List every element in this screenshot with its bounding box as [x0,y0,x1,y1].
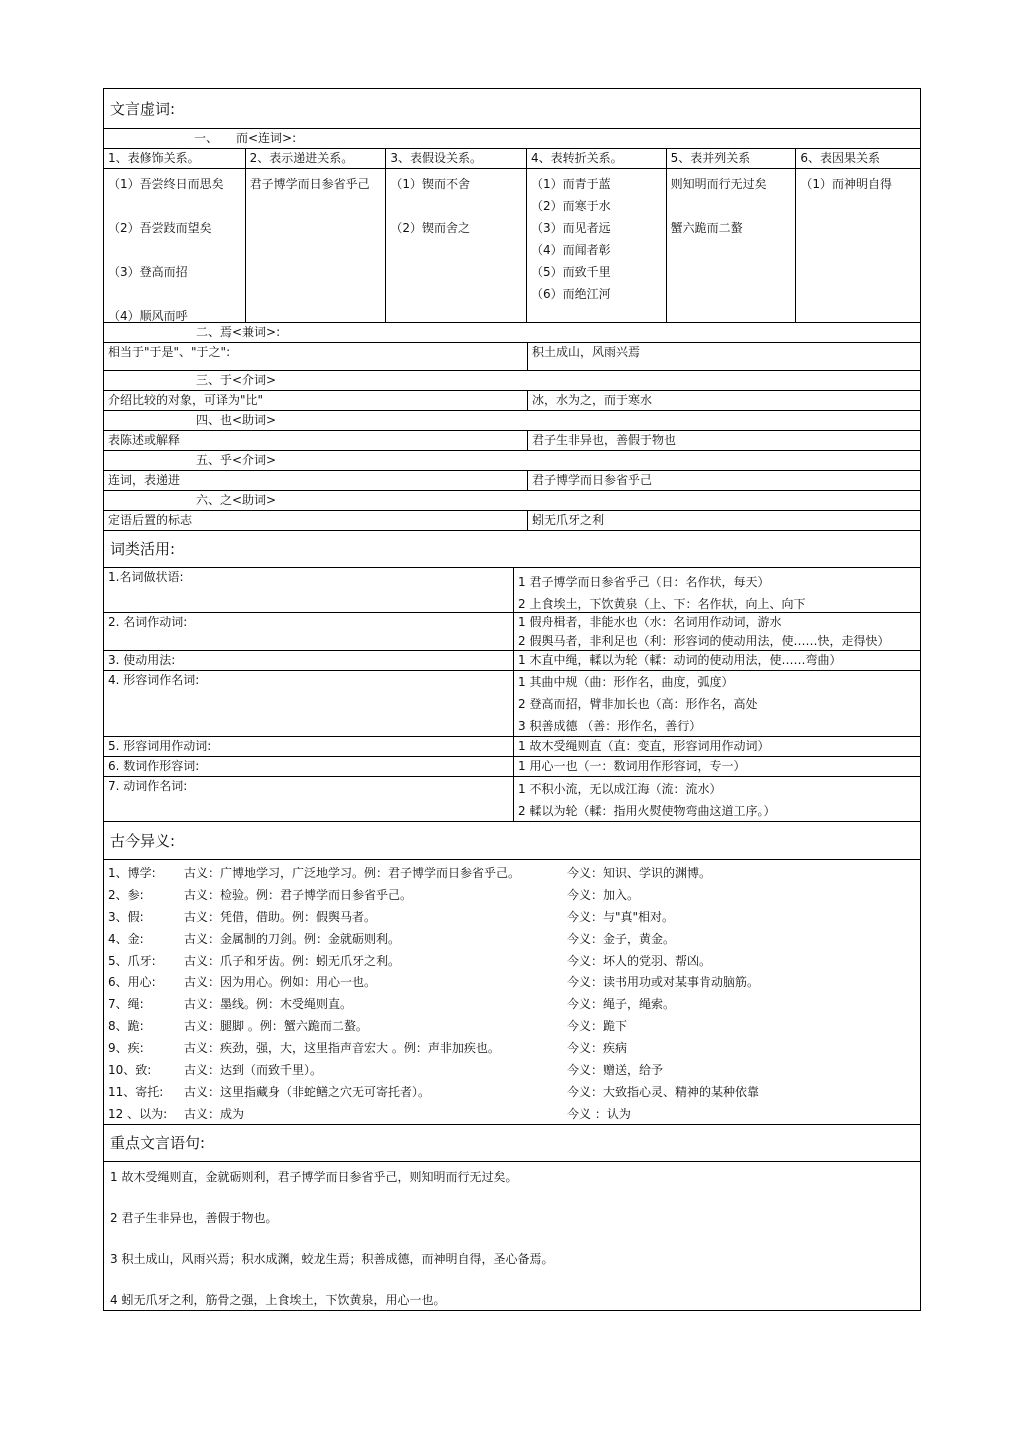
huoyong-example: 1 用心一也（一：数词用作形容词，专一） [518,759,746,773]
key-sentences [104,1162,920,1310]
huoyong-example: 2 上食埃土，下饮黄泉（上、下：名作状，向上、向下 [518,597,806,611]
ye-row [104,431,920,451]
er-example: （5）而致千里 [530,265,611,279]
ye-usage: 表陈述或解释 [104,431,528,450]
huoyong-label: 4. 形容词作名词: [104,671,514,736]
er-example: （1）吾尝终日而思矣 [108,177,224,191]
er-header-6: 6、表因果关系 [800,151,880,165]
er-example: （3）而见者远 [530,221,611,235]
gujin-row-12 [104,1104,920,1126]
gujin-new: 今义：坏人的党羽、帮凶。 [567,953,712,968]
gujin-old: 古义：爪子和牙齿。例：蚓无爪牙之利。 [184,953,401,968]
key-sentence: 4 蚓无爪牙之利，筋骨之强，上食埃土，下饮黄泉，用心一也。 [110,1293,446,1307]
zhi-example: 蚓无爪牙之利 [532,513,605,527]
section-cilei-title: 词类活用: [104,531,920,568]
huoyong-example: 2 輮以为轮（輮：指用火熨使物弯曲这道工序。） [518,804,776,818]
gujin-list [104,860,920,1125]
yan-title: 二、焉<兼词>: [104,323,920,343]
er-example: （1）而神明自得 [800,177,892,191]
huoyong-label: 5. 形容词用作动词: [104,737,514,756]
er-example: （2）而寒于水 [530,199,611,213]
gujin-old: 古义：广博地学习，广泛地学习。例：君子博学而日参省乎己。 [184,866,521,880]
huoyong-examples [514,613,893,650]
huoyong-row-6 [104,757,920,777]
er-example: 蟹六跪而二螯 [670,221,743,235]
hu-example: 君子博学而日参省乎己 [532,473,653,487]
gujin-new: 今义：赠送，给予 [567,1063,664,1078]
huoyong-example: 1 假舟楫者，非能水也（水：名词用作动词，游水 [518,615,782,629]
gujin-row-3 [104,907,920,929]
gujin-new: 今义：知识、学识的渊博。 [567,866,712,880]
huoyong-examples [514,568,809,612]
gujin-word: 4、金: [108,931,144,946]
gujin-old: 古义：腿脚 。例：蟹六跪而二螯。 [184,1019,368,1034]
huoyong-example: 1 君子博学而日参省乎己（日：名作状，每天） [518,575,770,589]
er-example: （2）锲而舍之 [390,221,470,235]
gujin-new: 今义 ：认为 [567,1106,631,1121]
huoyong-label: 6. 数词作形容词: [104,757,514,776]
huoyong-row-5 [104,737,920,757]
er-header-4: 4、表转折关系。 [527,149,667,168]
gujin-new: 今义：金子，黄金。 [567,931,676,946]
yu-title: 三、于<介词> [104,371,920,391]
huoyong-label: 1.名词做状语: [104,568,514,612]
gujin-new: 今义：与"真"相对。 [567,909,675,924]
er-example: （6）而绝江河 [530,287,611,301]
er-col-5 [667,169,797,322]
er-col-3 [386,169,527,322]
huoyong-example: 3 积善成德 （善：形作名，善行） [518,719,702,733]
er-example: （4）顺风而呼 [108,309,188,322]
gujin-row-11 [104,1082,920,1104]
key-sentence: 2 君子生非异也，善假于物也。 [110,1211,278,1225]
gujin-old: 古义：成为 [184,1106,245,1121]
gujin-row-5 [104,951,920,973]
huoyong-row-2 [104,613,920,651]
yu-row [104,391,920,411]
gujin-row-6 [104,972,920,994]
gujin-word: 7、绳: [108,997,144,1012]
section-gujin-title: 古今异义: [104,822,920,860]
huoyong-row-1 [104,568,920,613]
huoyong-example: 1 不积小流，无以成江海（流：流水） [518,782,722,796]
gujin-old: 古义：金属制的刀剑。例：金就砺则利。 [184,931,401,946]
er-example: （3）登高而招 [108,265,188,279]
hu-usage: 连词，表递进 [104,471,528,490]
huoyong-label: 7. 动词作名词: [104,777,514,821]
zhi-row [104,511,920,531]
er-example: 则知明而行无过矣 [670,177,767,191]
gujin-word: 8、跪: [108,1019,144,1034]
zhi-title: 六、之<助词> [104,491,920,511]
er-col-4 [527,169,667,322]
huoyong-row-4 [104,671,920,737]
hu-title: 五、乎<介词> [104,451,920,471]
gujin-new: 今义：绳子，绳索。 [567,997,676,1012]
er-col-6 [796,169,920,322]
gujin-row-9 [104,1038,920,1060]
huoyong-example: 1 故木受绳则直（直：变直，形容词用作动词） [518,739,770,753]
gujin-new: 今义：疾病 [567,1041,628,1056]
er-header-2: 2、表示递进关系。 [246,149,387,168]
gujin-word: 6、用心: [108,975,156,990]
gujin-row-4 [104,929,920,951]
yan-example: 积土成山，风雨兴焉 [532,345,641,359]
gujin-word: 9、疾: [108,1041,144,1056]
zhi-usage: 定语后置的标志 [104,511,528,530]
er-header-row [104,149,920,169]
yu-usage: 介绍比较的对象，可译为"比" [104,391,528,410]
gujin-word: 3、假: [108,909,144,924]
er-examples-row [104,169,920,323]
gujin-row-7 [104,994,920,1016]
yan-row [104,343,920,371]
gujin-word: 1、博学: [108,866,156,880]
huoyong-label: 3. 使动用法: [104,651,514,670]
gujin-new: 今义：大致指心灵、精神的某种依靠 [567,1084,760,1099]
yan-usage: 相当于"于是"、"于之": [104,343,528,370]
gujin-word: 11、寄托: [108,1084,164,1099]
key-sentence: 1 故木受绳则直，金就砺则利，君子博学而日参省乎己，则知明而行无过矣。 [110,1170,518,1184]
gujin-row-8 [104,1016,920,1038]
gujin-old: 古义：检验。例：君子博学而日参省乎己。 [184,887,413,902]
ye-example: 君子生非异也，善假于物也 [532,433,677,447]
gujin-row-1 [104,863,920,885]
gujin-new: 今义：加入。 [567,887,640,902]
er-title: 一、 而<连词>: [104,129,920,149]
study-sheet [103,88,921,1311]
gujin-word: 10、致: [108,1063,152,1078]
er-example: （1）锲而不舍 [390,177,470,191]
huoyong-example: 2 登高而招，臂非加长也（高：形作名，高处 [518,697,758,711]
er-example: （2）吾尝跂而望矣 [108,221,212,235]
huoyong-example: 1 其曲中规（曲：形作名，曲度，弧度） [518,675,734,689]
gujin-old: 古义：这里指藏身（非蛇鳝之穴无可寄托者）。 [184,1084,431,1099]
gujin-word: 2、参: [108,887,144,902]
gujin-new: 今义：跪下 [567,1019,628,1034]
er-example: 君子博学而日参省乎己 [249,177,370,191]
er-header-1: 1、表修饰关系。 [104,149,246,168]
gujin-old: 古义：达到（而致千里）。 [184,1063,323,1078]
er-col-1 [104,169,246,322]
er-example: （4）而闻者彰 [530,243,611,257]
gujin-word: 12 、以为: [108,1106,168,1121]
huoyong-row-7 [104,777,920,822]
gujin-row-10 [104,1060,920,1082]
huoyong-row-3 [104,651,920,671]
huoyong-label: 2. 名词作动词: [104,613,514,650]
gujin-row-2 [104,885,920,907]
ye-title: 四、也<助词> [104,411,920,431]
key-sentence: 3 积土成山，风雨兴焉；积水成渊，蛟龙生焉；积善成德，而神明自得，圣心备焉。 [110,1252,554,1266]
er-header-3: 3、表假设关系。 [386,149,527,168]
er-col-2 [246,169,387,322]
er-header-5: 5、表并列关系 [667,149,797,168]
gujin-old: 古义：墨线。例：木受绳则直。 [184,997,353,1012]
huoyong-example: 1 木直中绳，輮以为轮（輮：动词的使动用法，使……弯曲） [518,653,842,667]
er-example: （1）而青于蓝 [530,177,611,191]
yu-example: 冰，水为之，而于寒水 [532,393,653,407]
huoyong-example: 2 假舆马者，非利足也（利：形容词的使动用法，使……快，走得快） [518,634,890,648]
hu-row [104,471,920,491]
section-zhongdian-title: 重点文言语句: [104,1125,920,1162]
section-xuci-title: 文言虚词: [104,89,920,129]
gujin-new: 今义：读书用功或对某事肯动脑筋。 [567,975,760,990]
gujin-old: 古义：因为用心。例如：用心一也。 [184,975,377,990]
gujin-old: 古义：凭借，借助。例：假舆马者。 [184,909,377,924]
gujin-word: 5、爪牙: [108,953,156,968]
huoyong-examples [514,671,761,736]
huoyong-examples [514,777,779,821]
gujin-old: 古义：疾劲，强，大，这里指声音宏大 。例：声非加疾也。 [184,1041,500,1056]
